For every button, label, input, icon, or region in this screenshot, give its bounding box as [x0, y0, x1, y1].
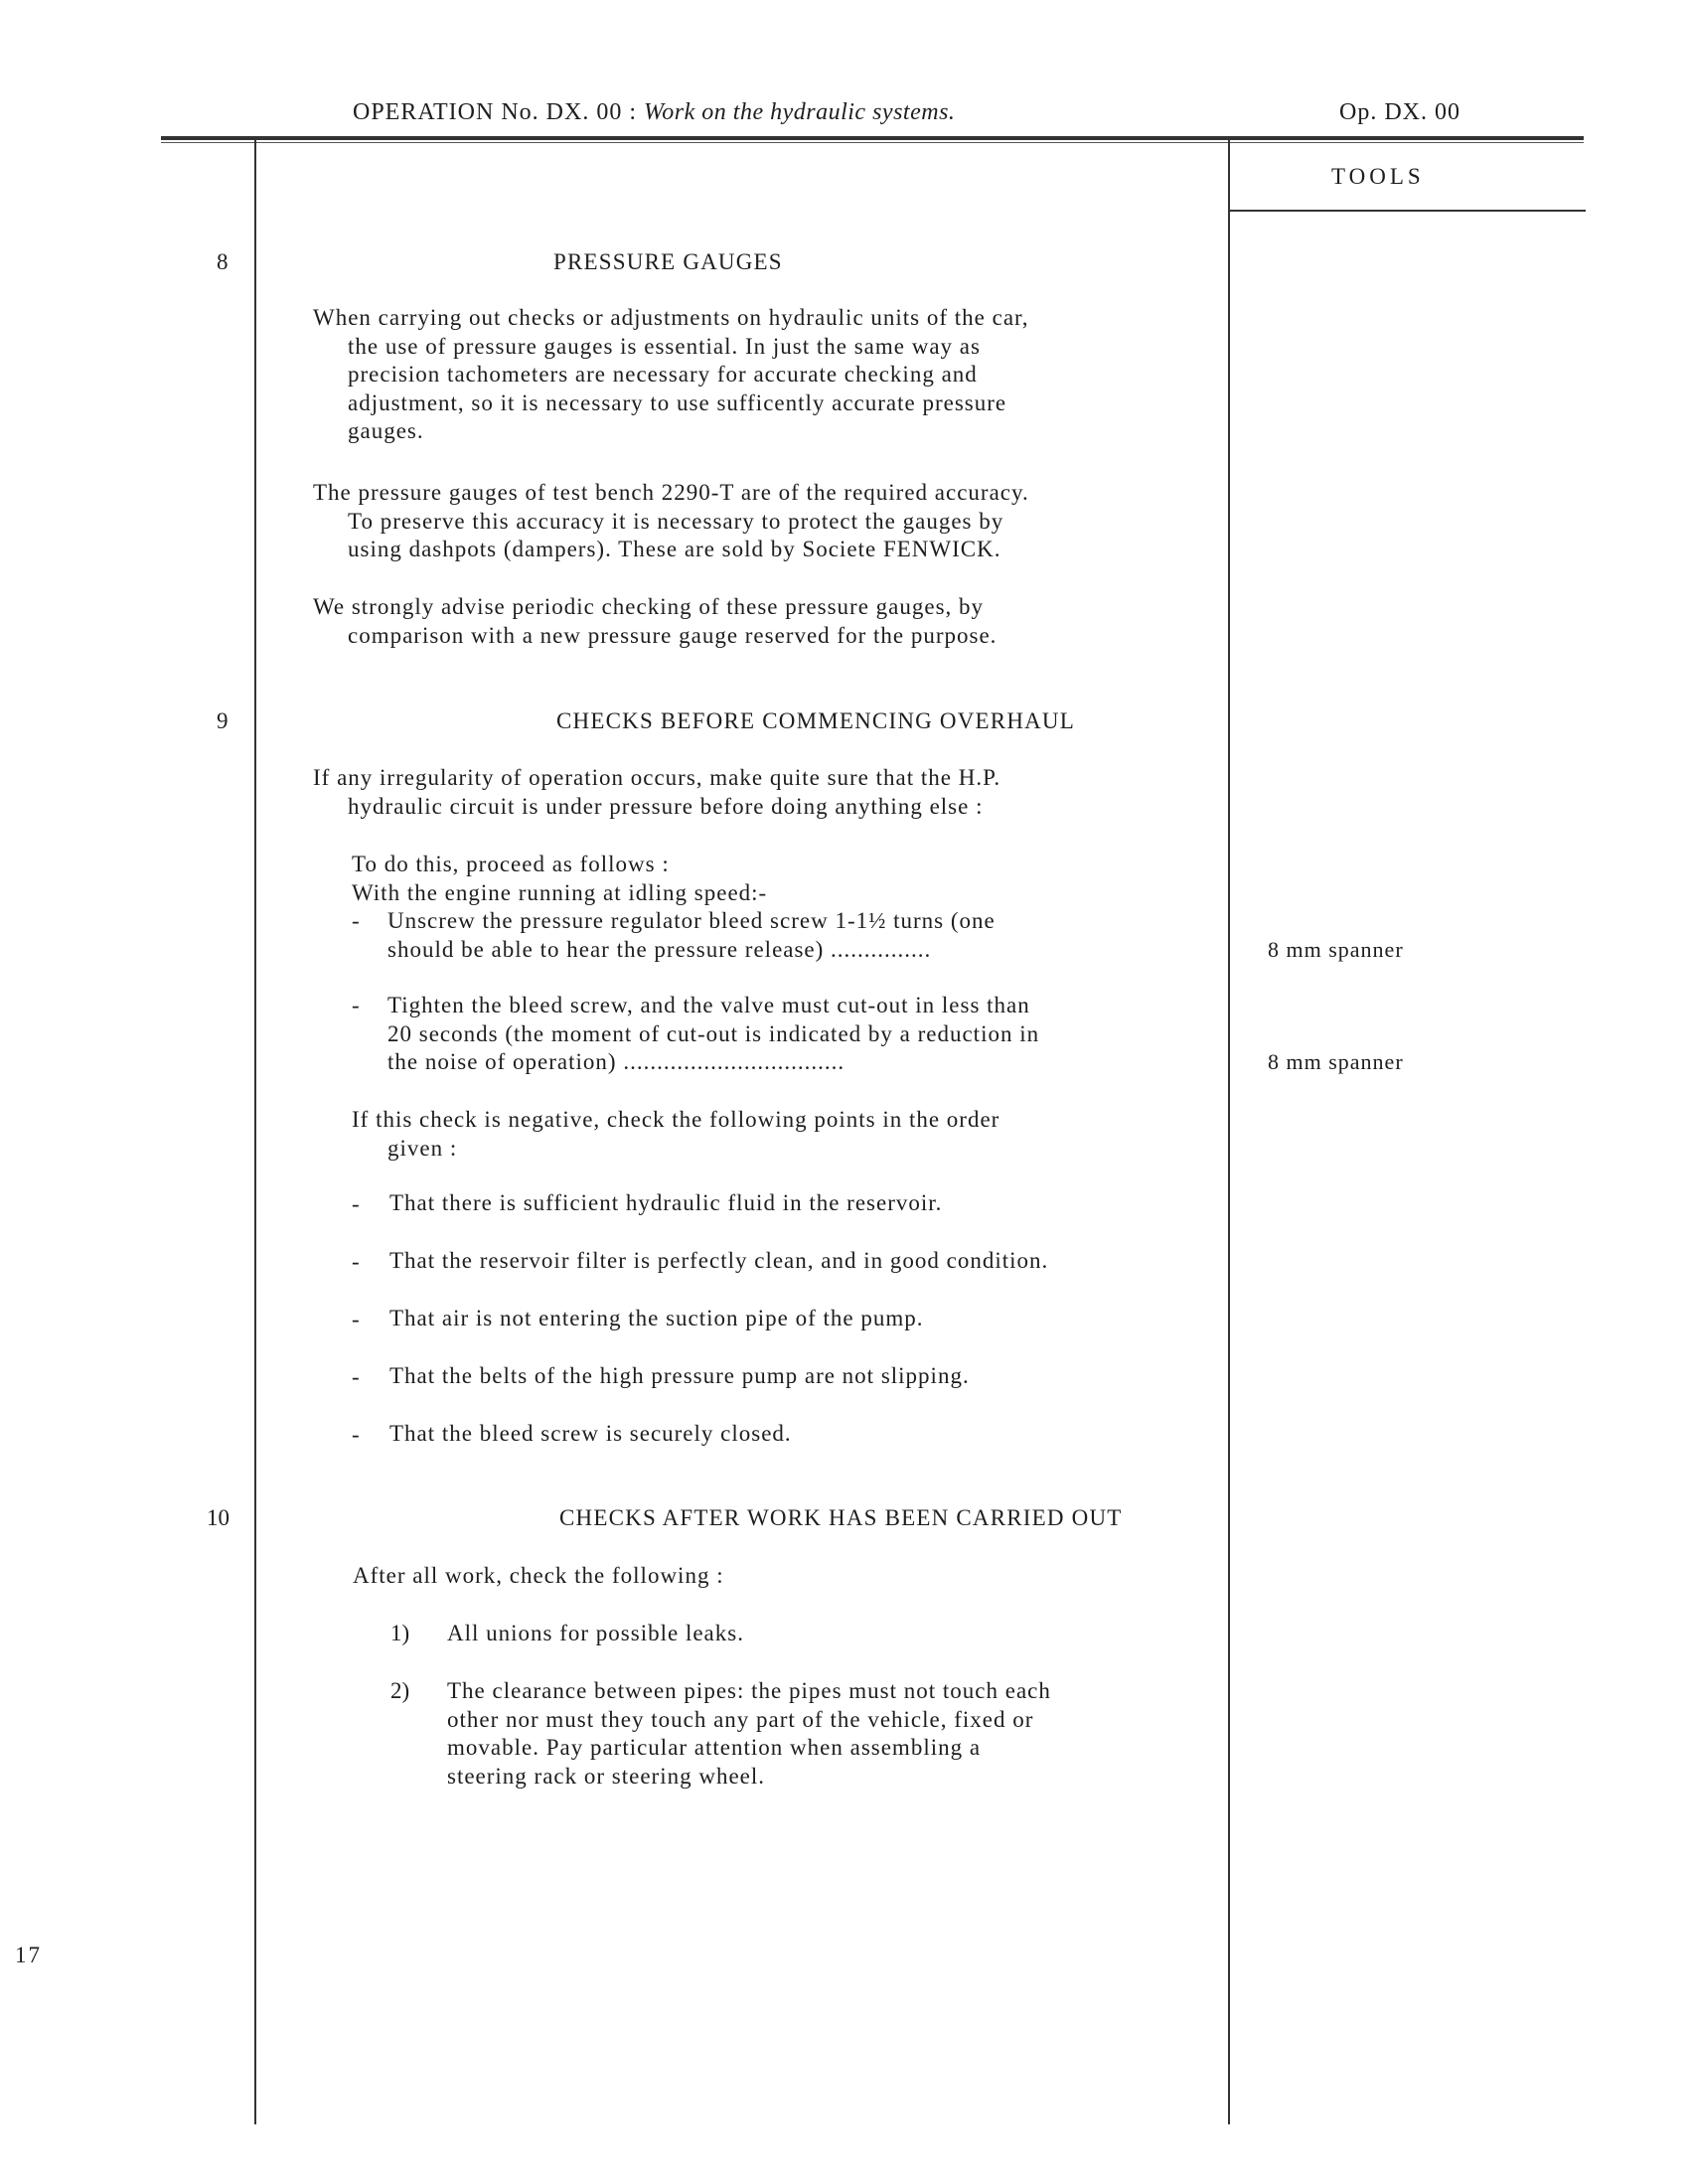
text-line: If this check is negative, check the following points in the order	[352, 1107, 1000, 1132]
text-line: To preserve this accuracy it is necessary to protect the gauges by	[348, 508, 1004, 534]
paragraph	[313, 479, 1029, 564]
left-column-divider	[254, 139, 256, 2124]
paragraph	[313, 304, 1029, 446]
list-item: That air is not entering the suction pipe of the pump.	[389, 1306, 924, 1330]
text-line: comparison with a new pressure gauge reserved for the purpose.	[348, 622, 998, 648]
list-item	[447, 1677, 1051, 1791]
operation-ref: Op. DX. 00	[1339, 99, 1460, 125]
list-item	[447, 1620, 744, 1648]
procedure	[352, 851, 767, 907]
text-line: precision tachometers are necessary for accurate checking and	[348, 362, 978, 388]
text-line: All unions for possible leaks.	[447, 1621, 744, 1645]
list-dash: -	[352, 1422, 360, 1447]
text-line: steering rack or steering wheel.	[447, 1763, 766, 1789]
list-item	[387, 992, 1039, 1077]
list-dash: -	[352, 1364, 360, 1389]
tools-column-divider	[1228, 139, 1230, 2124]
tools-heading-rule	[1228, 210, 1586, 212]
section-number: 9	[217, 708, 229, 733]
tool-label: 8 mm spanner	[1268, 1049, 1404, 1074]
item-number: 2)	[390, 1678, 410, 1703]
text-line: With the engine running at idling speed:-	[352, 879, 768, 905]
section-heading: CHECKS BEFORE COMMENCING OVERHAUL	[556, 708, 1075, 733]
list-item	[387, 907, 996, 964]
section-number: 8	[217, 249, 229, 274]
text-line: adjustment, so it is necessary to use sufficently accurate pressure	[348, 390, 1007, 415]
section-number: 10	[207, 1505, 230, 1530]
text-line: gauges.	[348, 418, 424, 444]
text-line: If any irregularity of operation occurs, make quite sure that the H.P.	[313, 765, 1001, 790]
text-line: To do this, proceed as follows :	[352, 852, 670, 876]
text-line: The pressure gauges of test bench 2290-T are of the required accuracy.	[313, 480, 1029, 505]
paragraph	[313, 593, 997, 650]
list-item: That there is sufficient hydraulic fluid in the reservoir.	[389, 1190, 943, 1215]
text-line: should be able to hear the pressure release) ...............	[387, 936, 932, 962]
operation-header	[353, 99, 955, 126]
text-line: We strongly advise periodic checking of these pressure gauges, by	[313, 594, 985, 619]
tools-heading: TOOLS	[1331, 164, 1425, 189]
list-dash: -	[352, 993, 360, 1017]
item-number: 1)	[390, 1621, 410, 1645]
header-rule-thin	[161, 142, 1584, 143]
text-line: the noise of operation) .................................	[387, 1049, 845, 1075]
list-dash: -	[352, 1249, 360, 1274]
header-rule	[161, 136, 1584, 140]
paragraph: After all work, check the following :	[353, 1563, 724, 1588]
list-item: That the bleed screw is securely closed.	[389, 1421, 792, 1446]
operation-label: OPERATION No. DX. 00 :	[353, 99, 637, 125]
text-line: given :	[387, 1135, 458, 1161]
list-dash: -	[352, 1191, 360, 1216]
operation-title: Work on the hydraulic systems.	[644, 99, 956, 125]
text-line: The clearance between pipes: the pipes must not touch each	[447, 1678, 1051, 1703]
text-line: other nor must they touch any part of the vehicle, fixed or	[447, 1706, 1034, 1732]
list-dash: -	[352, 908, 360, 933]
text-line: When carrying out checks or adjustments on hydraulic units of the car,	[313, 305, 1029, 330]
text-line: the use of pressure gauges is essential. In just the same way as	[348, 333, 981, 359]
text-line: using dashpots (dampers). These are sold by Societe FENWICK.	[348, 537, 1001, 562]
list-item: That the reservoir filter is perfectly clean, and in good condition.	[389, 1248, 1049, 1273]
text-line: hydraulic circuit is under pressure before doing anything else :	[348, 793, 984, 819]
paragraph	[313, 764, 1000, 821]
paragraph	[352, 1106, 999, 1163]
page-number: 17	[15, 1943, 42, 1967]
text-line: 20 seconds (the moment of cut-out is indicated by a reduction in	[387, 1020, 1040, 1046]
text-line: Tighten the bleed screw, and the valve must cut-out in less than	[387, 993, 1030, 1017]
text-line: Unscrew the pressure regulator bleed screw 1-1½ turns (one	[387, 908, 996, 933]
tool-label: 8 mm spanner	[1268, 937, 1404, 962]
text-line: movable. Pay particular attention when assembling a	[447, 1735, 982, 1761]
list-item: That the belts of the high pressure pump are not slipping.	[389, 1363, 970, 1388]
section-heading: PRESSURE GAUGES	[553, 249, 783, 274]
list-dash: -	[352, 1307, 360, 1331]
section-heading: CHECKS AFTER WORK HAS BEEN CARRIED OUT	[559, 1505, 1123, 1530]
